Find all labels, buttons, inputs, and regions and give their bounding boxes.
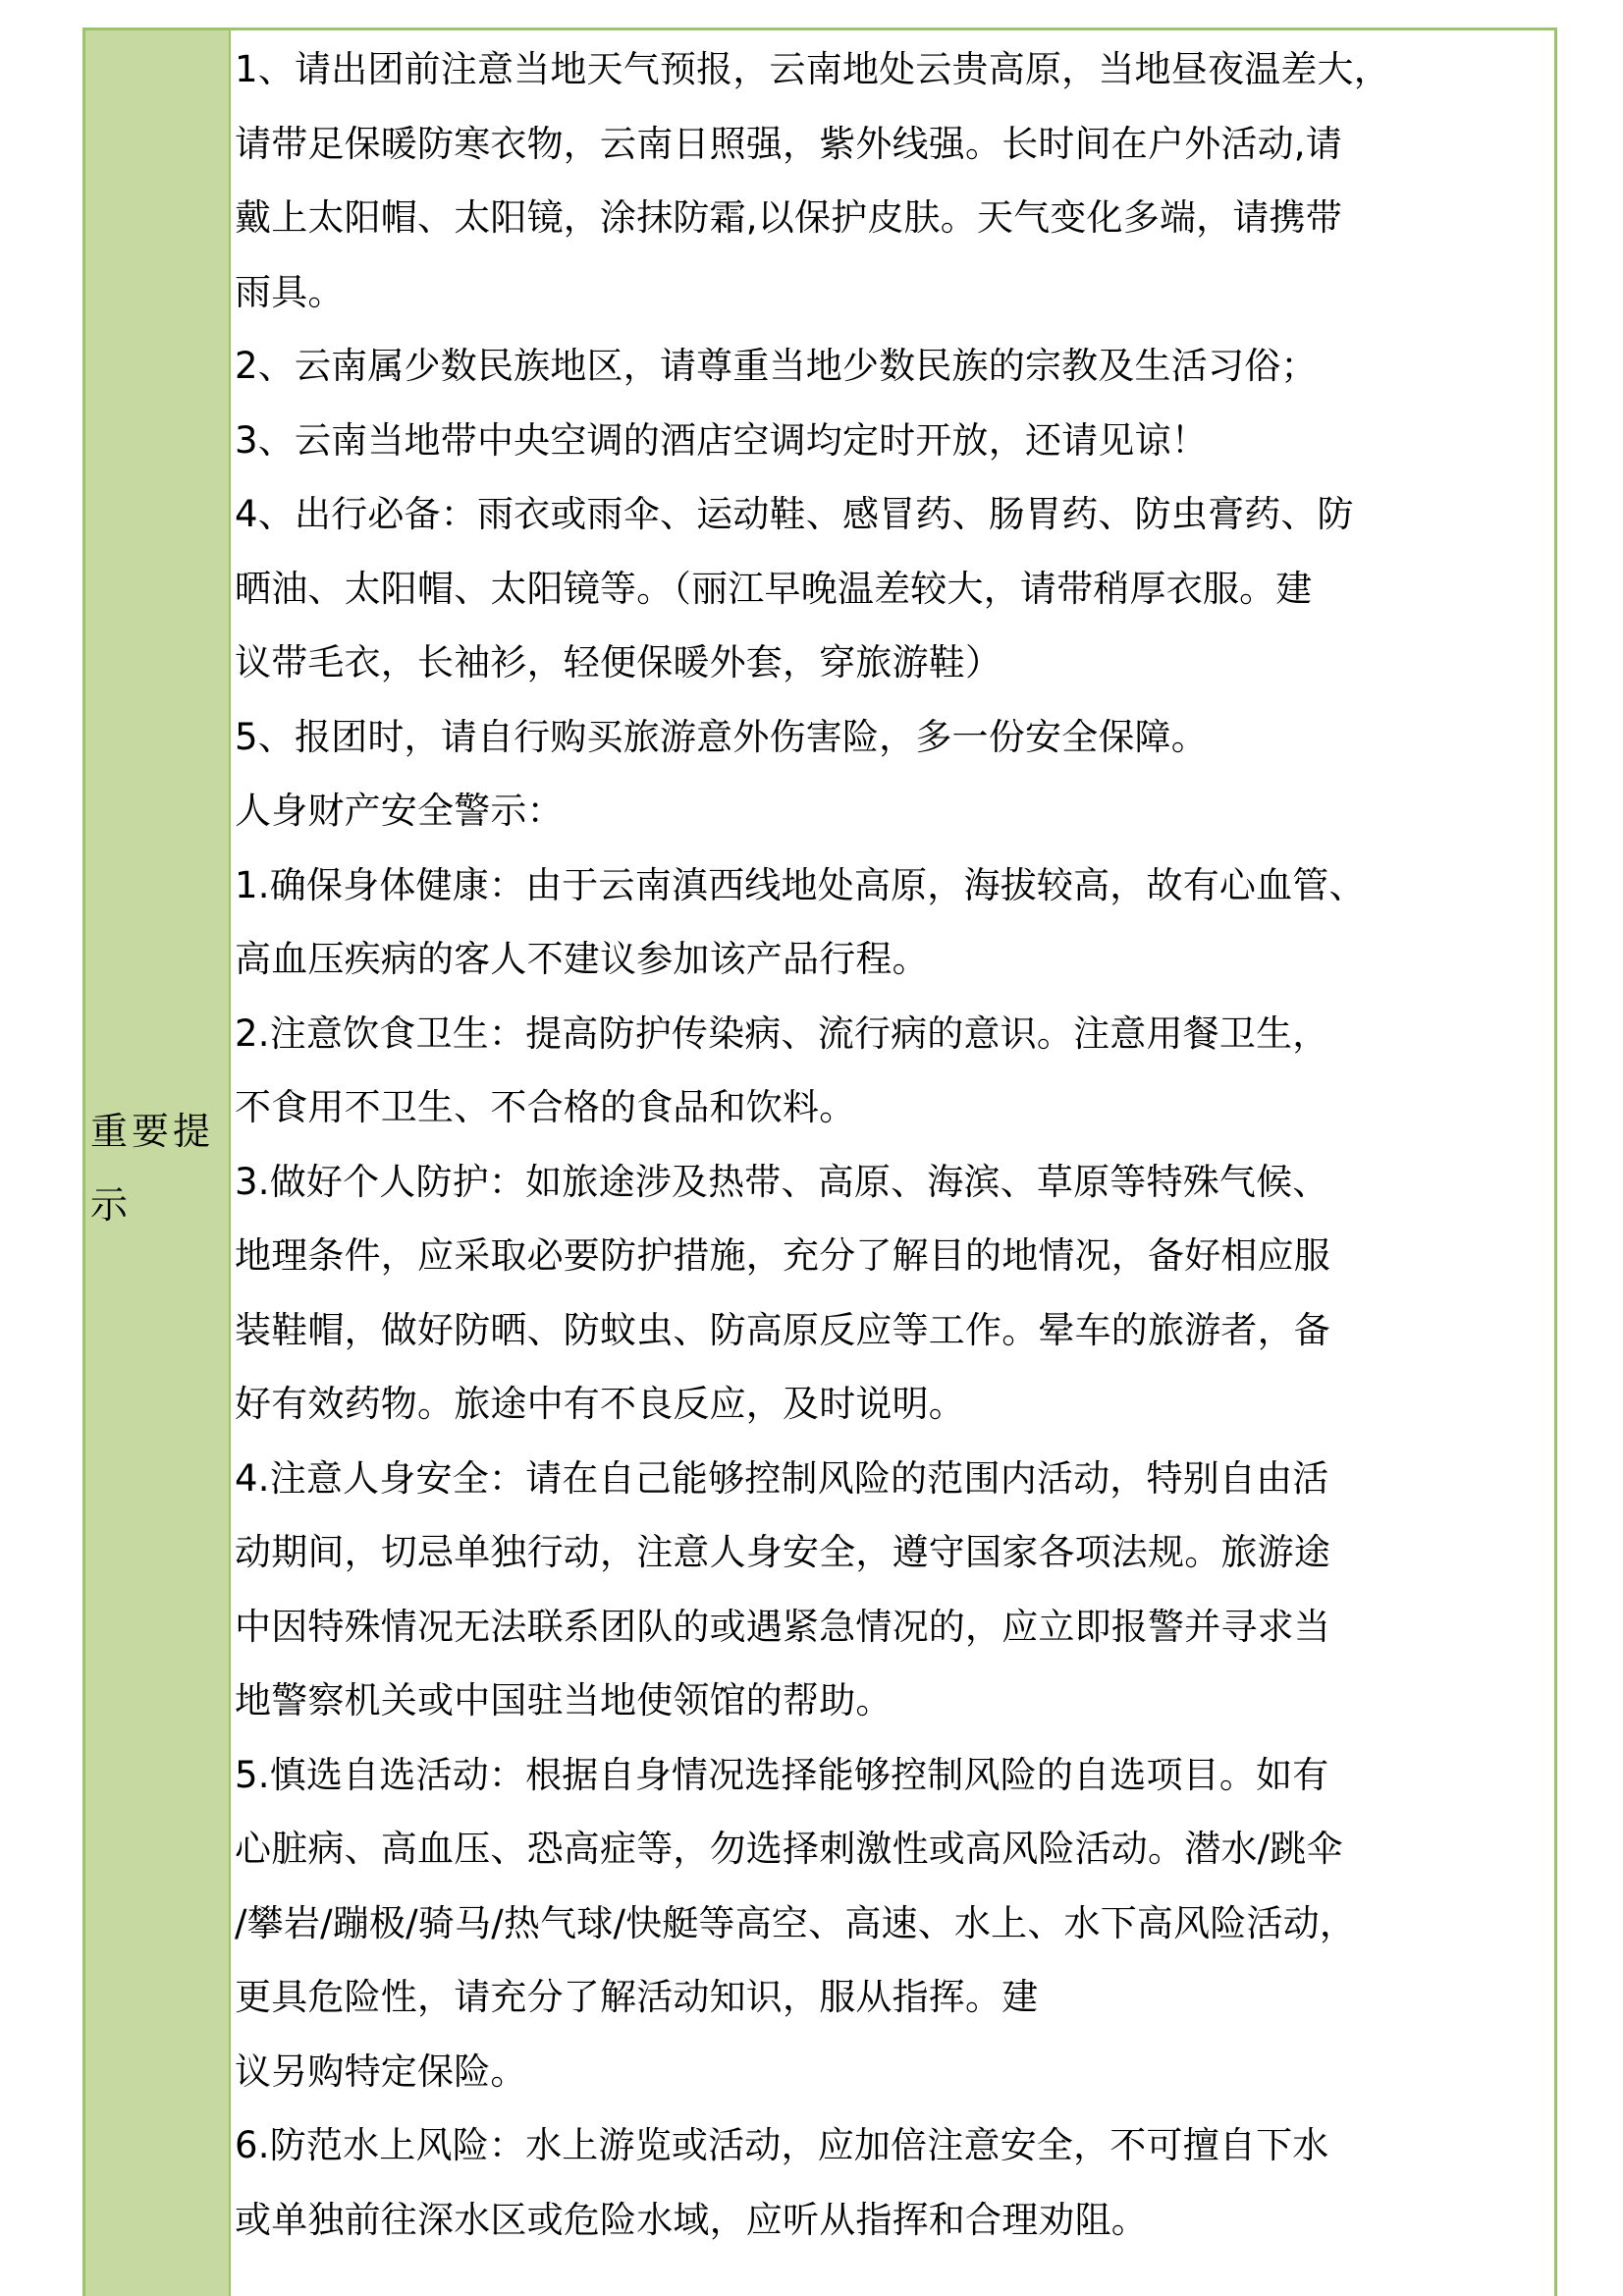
text-line: 地理条件，应采取必要防护措施，充分了解目的地情况，备好相应服 — [235, 1234, 1330, 1277]
notice-table — [82, 27, 1557, 2296]
text-line: 心脏病、高血压、恐高症等，勿选择刺激性或高风险活动。潜水/跳伞 — [235, 1828, 1343, 1870]
section-heading: 人身财产安全警示： — [235, 790, 564, 832]
text-line: 1、请出团前注意当地天气预报，云南地处云贵高原，当地昼夜温差大， — [235, 48, 1390, 90]
text-line: 或单独前往深水区或危险水域，应听从指挥和合理劝阻。 — [235, 2198, 1148, 2241]
text-line: 5、报团时，请自行购买旅游意外伤害险，多一份安全保障。 — [235, 715, 1208, 758]
text-line: 4、出行必备：雨衣或雨伞、运动鞋、感冒药、肠胃药、防虫膏药、防 — [235, 493, 1354, 535]
text-line: 动期间，切忌单独行动，注意人身安全，遵守国家各项法规。旅游途 — [235, 1531, 1330, 1573]
text-line: 晒油、太阳帽、太阳镜等。（丽江早晚温差较大，请带稍厚衣服。建 — [235, 567, 1313, 610]
text-line: /攀岩/蹦极/骑马/热气球/快艇等高空、高速、水上、水下高风险活动， — [235, 1901, 1357, 1944]
text-line: 地警察机关或中国驻当地使领馆的帮助。 — [235, 1679, 893, 1722]
text-line: 雨具。 — [235, 270, 345, 313]
text-line: 议另购特定保险。 — [235, 2050, 527, 2093]
text-line: 中因特殊情况无法联系团队的或遇紧急情况的，应立即报警并寻求当 — [235, 1605, 1330, 1648]
text-line: 1.确保身体健康：由于云南滇西线地处高原，海拔较高，故有心血管、 — [235, 863, 1366, 906]
text-line: 高血压疾病的客人不建议参加该产品行程。 — [235, 938, 929, 980]
text-line: 好有效药物。旅途中有不良反应，及时说明。 — [235, 1383, 965, 1425]
text-line: 请带足保暖防寒衣物，云南日照强，紫外线强。长时间在户外活动,请 — [235, 122, 1342, 165]
content-cell — [231, 30, 1554, 2296]
text-line: 2、云南属少数民族地区，请尊重当地少数民族的宗教及生活习俗； — [235, 345, 1318, 387]
label-text: 重要提示 — [90, 1110, 215, 1227]
text-line: 议带毛衣，长袖衫，轻便保暖外套，穿旅游鞋） — [235, 641, 1002, 683]
text-line: 3.做好个人防护：如旅途涉及热带、高原、海滨、草原等特殊气候、 — [235, 1160, 1329, 1203]
text-line: 更具危险性，请充分了解活动知识，服从指挥。建 — [235, 1976, 1039, 2018]
text-line: 5.慎选自选活动：根据自身情况选择能够控制风险的自选项目。如有 — [235, 1753, 1329, 1796]
text-line: 不食用不卫生、不合格的食品和饮料。 — [235, 1086, 856, 1128]
text-line: 戴上太阳帽、太阳镜，涂抹防霜,以保护皮肤。天气变化多端，请携带 — [235, 196, 1342, 239]
text-line: 3、云南当地带中央空调的酒店空调均定时开放，还请见谅！ — [235, 418, 1208, 462]
text-line: 装鞋帽，做好防晒、防蚊虫、防高原反应等工作。晕车的旅游者，备 — [235, 1308, 1330, 1351]
label-cell — [85, 30, 231, 2296]
text-line: 4.注意人身安全：请在自己能够控制风险的范围内活动，特别自由活 — [235, 1456, 1329, 1500]
text-line: 6.防范水上风险：水上游览或活动，应加倍注意安全，不可擅自下水 — [235, 2124, 1329, 2166]
text-line: 2.注意饮食卫生：提高防护传染病、流行病的意识。注意用餐卫生， — [235, 1011, 1329, 1055]
